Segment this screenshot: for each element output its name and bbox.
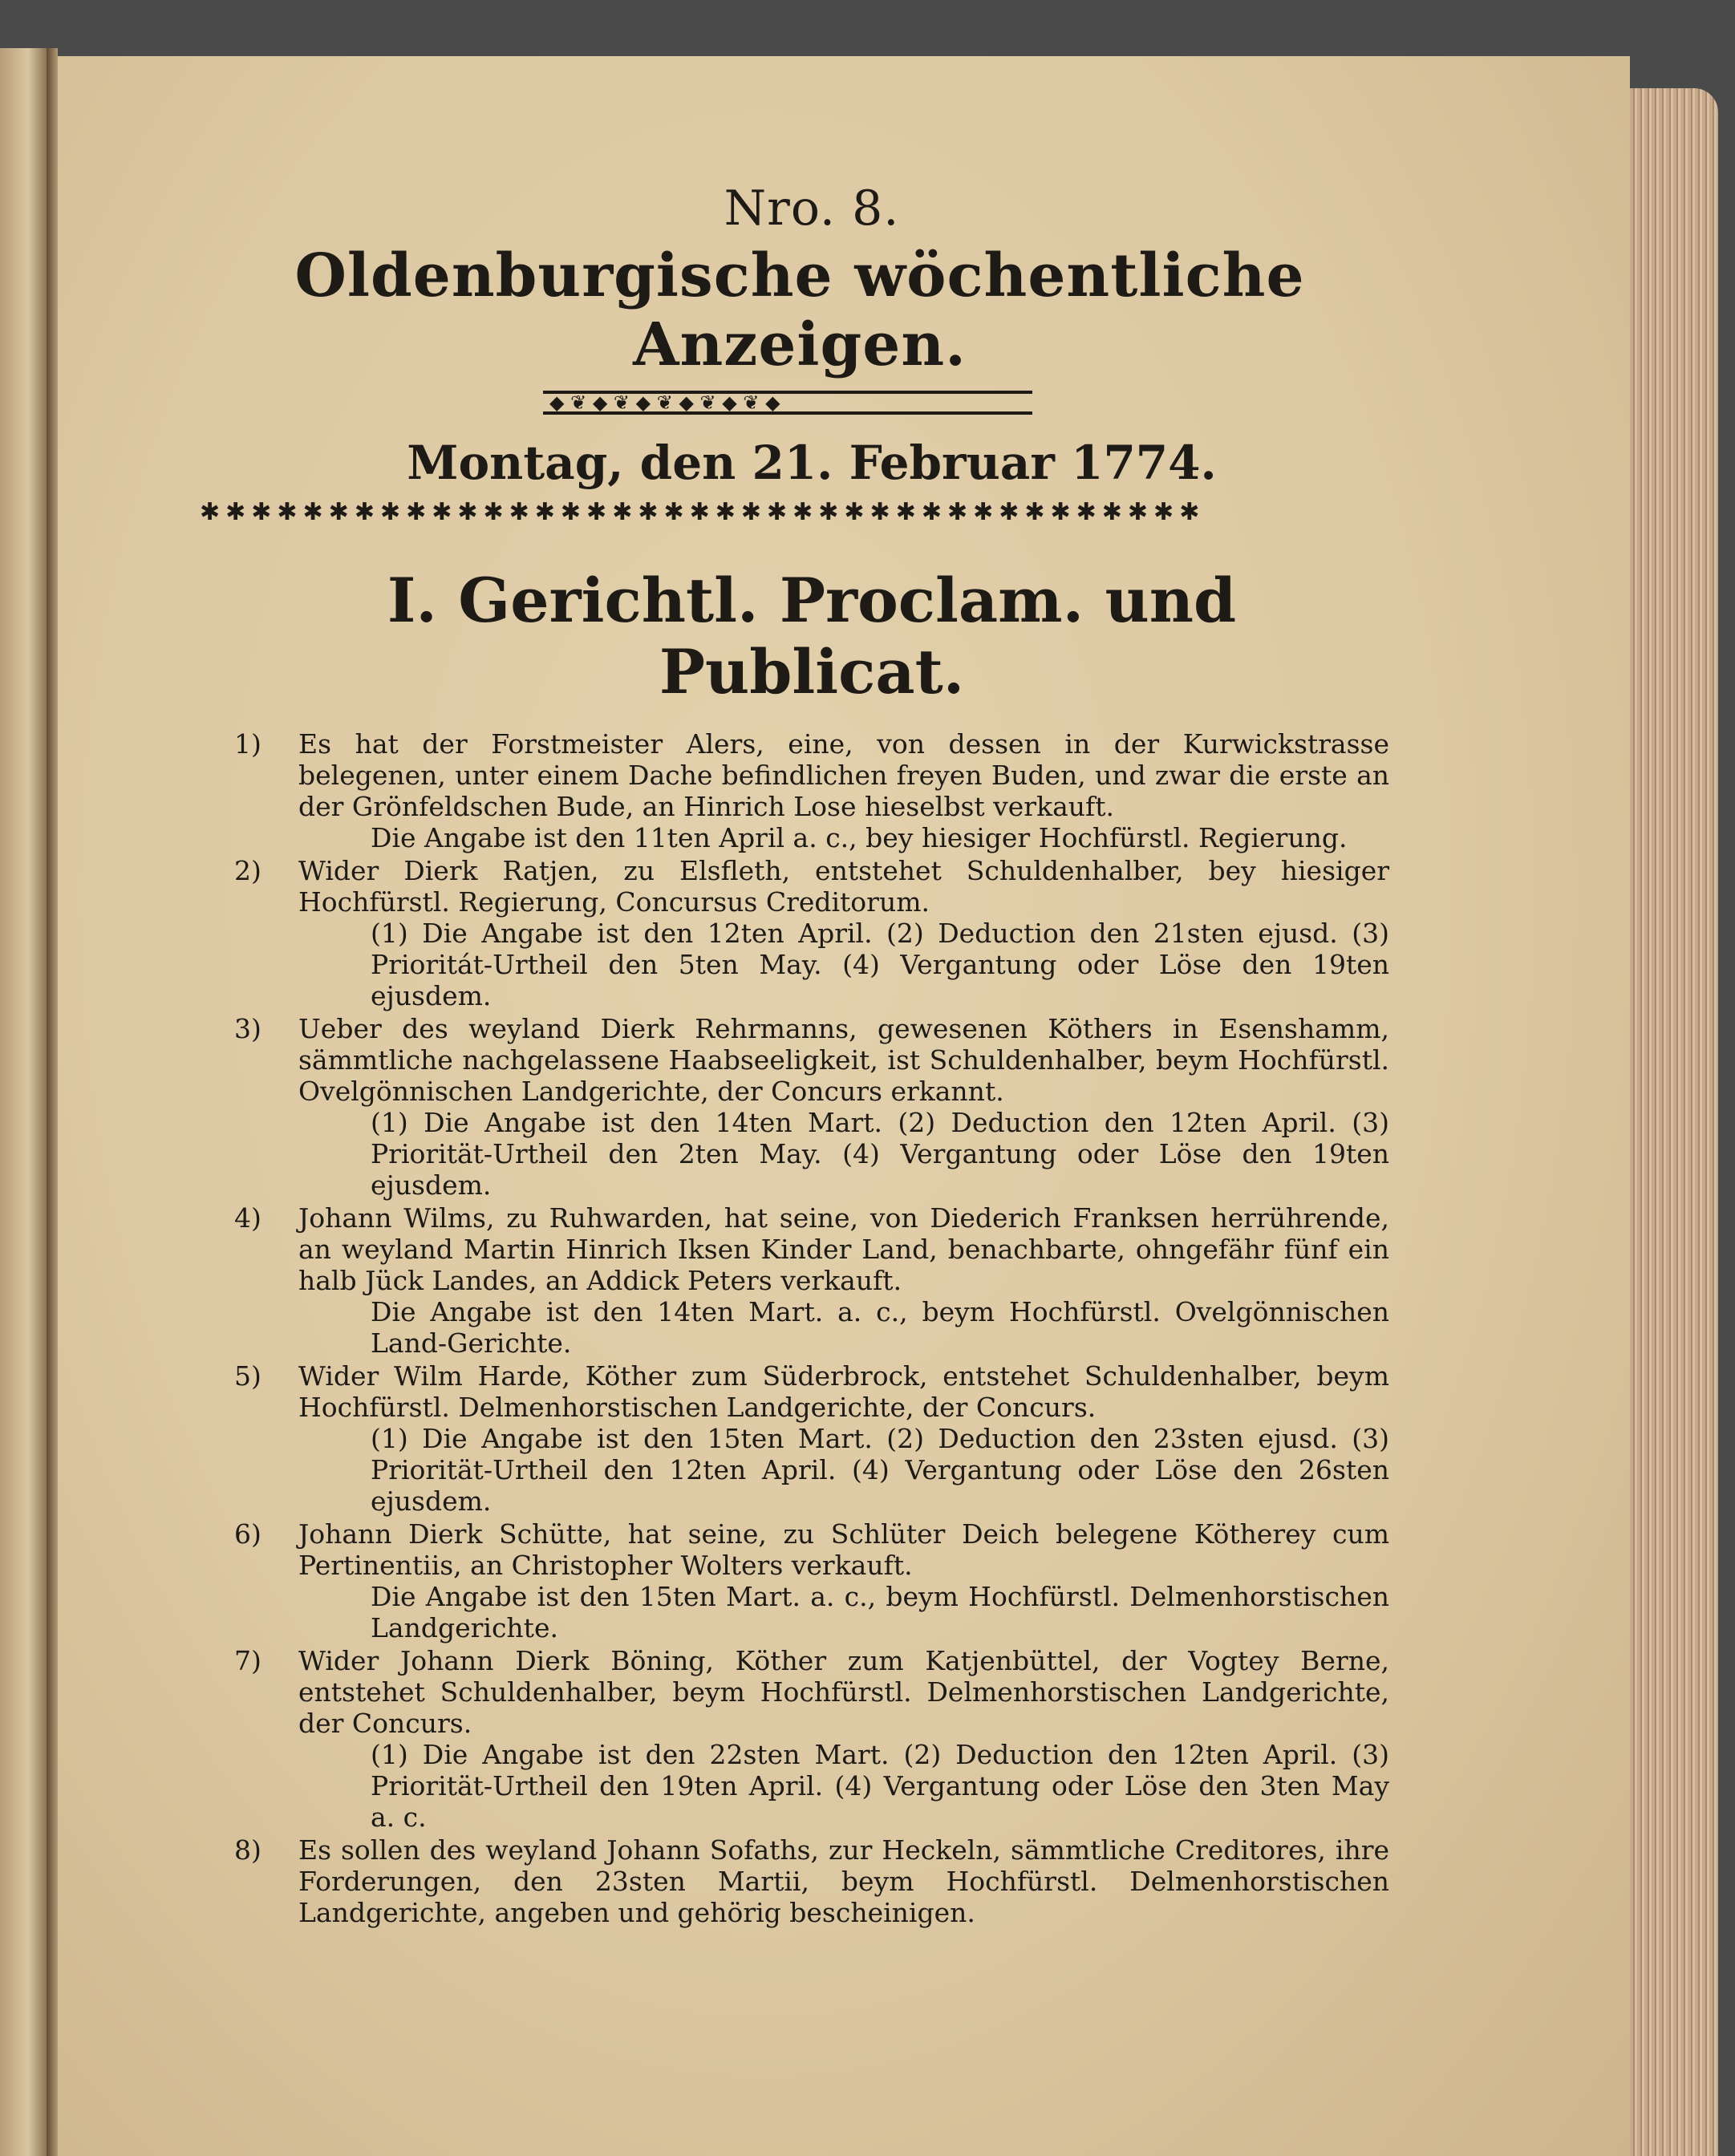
entry-8 xyxy=(210,1834,1389,1928)
entry-number: 8) xyxy=(234,1834,261,1866)
entry-text: Ueber des weyland Dierk Rehrmanns, gewesenen Köthers in Esenshamm, sämmtliche nachgelassene Haabseeligkeit, ist Schuldenhalber, beym Hochfürstl. Ovelgönnischen Landgerichte, der Concurs erkannt. xyxy=(298,1013,1389,1107)
issue-number: Nro. 8. xyxy=(724,180,900,237)
entry-5 xyxy=(210,1360,1389,1517)
dateline: Montag, den 21. Februar 1774. xyxy=(407,436,1217,490)
entry-details: Die Angabe ist den 14ten Mart. a. c., beym Hochfürstl. Ovelgönnischen Land-Gerichte. xyxy=(371,1296,1389,1359)
section-heading: I. Gerichtl. Proclam. und Publicat. xyxy=(387,565,1237,707)
masthead-title: Oldenburgische wöchentliche Anzeigen. xyxy=(294,241,1305,379)
left-page-edge xyxy=(0,48,47,2156)
entry-number: 1) xyxy=(234,728,261,760)
star-rule: ✱✱✱✱✱✱✱✱✱✱✱✱✱✱✱✱✱✱✱✱✱✱✱✱✱✱✱✱✱✱✱✱✱✱✱✱✱✱✱ xyxy=(200,498,1206,526)
entry-text: Wider Dierk Ratjen, zu Elsfleth, entstehet Schuldenhalber, bey hiesiger Hochfürstl. Regierung, Concursus Creditorum. xyxy=(298,855,1389,918)
page-edges xyxy=(1630,88,1718,2156)
ornament-glyphs: ◆ ❦ ◆ ❦ ◆ ❦ ◆ ❦ ◆ ❦ ◆ xyxy=(549,391,780,414)
entry-details: Die Angabe ist den 15ten Mart. a. c., beym Hochfürstl. Delmenhorstischen Landgerichte. xyxy=(371,1581,1389,1643)
entry-details: (1) Die Angabe ist den 22sten Mart. (2) Deduction den 12ten April. (3) Priorität-Urtheil den 19ten April. (4) Vergantung oder Löse den 3ten May a. c. xyxy=(371,1739,1389,1833)
entry-1 xyxy=(210,728,1389,853)
entry-number: 2) xyxy=(234,855,261,886)
entry-7 xyxy=(210,1645,1389,1833)
ornament-rule xyxy=(543,391,1032,415)
entry-details: (1) Die Angabe ist den 15ten Mart. (2) Deduction den 23sten ejusd. (3) Priorität-Urtheil den 12ten April. (4) Vergantung oder Löse den 26sten ejusdem. xyxy=(371,1423,1389,1517)
entry-details: Die Angabe ist den 11ten April a. c., bey hiesiger Hochfürstl. Regierung. xyxy=(371,822,1348,853)
entry-text: Wider Wilm Harde, Köther zum Süderbrock, entstehet Schuldenhalber, beym Hochfürstl. Delmenhorstischen Landgerichte, der Concurs. xyxy=(298,1360,1389,1423)
entry-6 xyxy=(210,1518,1389,1643)
book-gutter xyxy=(47,48,58,2156)
entry-number: 7) xyxy=(234,1645,261,1676)
entry-text: Johann Dierk Schütte, hat seine, zu Schlüter Deich belegene Kötherey cum Pertinentiis, an Christopher Wolters verkauft. xyxy=(298,1518,1389,1581)
entry-number: 4) xyxy=(234,1202,261,1234)
entry-details: (1) Die Angabe ist den 14ten Mart. (2) Deduction den 12ten April. (3) Priorität-Urtheil den 2ten May. (4) Vergantung oder Löse den 19ten ejusdem. xyxy=(371,1107,1389,1201)
entry-3 xyxy=(210,1013,1389,1201)
entry-text: Johann Wilms, zu Ruhwarden, hat seine, von Diederich Franksen herrührende, an weyland Martin Hinrich Iksen Kinder Land, benachbarte, ohngefähr fünf ein halb Jück Landes, an Addick Peters verkauft. xyxy=(298,1202,1389,1296)
entry-4 xyxy=(210,1202,1389,1359)
entry-details: (1) Die Angabe ist den 12ten April. (2) Deduction den 21sten ejusd. (3) Prioritát-Urtheil den 5ten May. (4) Vergantung oder Löse den 19ten ejusdem. xyxy=(371,918,1389,1011)
page-content xyxy=(200,180,1389,1930)
entry-number: 5) xyxy=(234,1360,261,1392)
entry-number: 6) xyxy=(234,1518,261,1550)
entry-text: Es sollen des weyland Johann Sofaths, zur Heckeln, sämmtliche Creditores, ihre Forderungen, den 23sten Martii, beym Hochfürstl. Delmenhorstischen Landgerichte, angeben und gehörig bescheinigen. xyxy=(298,1834,1389,1928)
entry-text: Es hat der Forstmeister Alers, eine, von dessen in der Kurwickstrasse belegenen, unter einem Dache befindlichen freyen Buden, und zwar die erste an der Grönfeldschen Bude, an Hinrich Lose hieselbst verkauft. xyxy=(298,728,1389,822)
entry-2 xyxy=(210,855,1389,1011)
entry-number: 3) xyxy=(234,1013,261,1044)
entry-text: Wider Johann Dierk Böning, Köther zum Katjenbüttel, der Vogtey Berne, entstehet Schuldenhalber, beym Hochfürstl. Delmenhorstischen Landgerichte, der Concurs. xyxy=(298,1645,1389,1739)
